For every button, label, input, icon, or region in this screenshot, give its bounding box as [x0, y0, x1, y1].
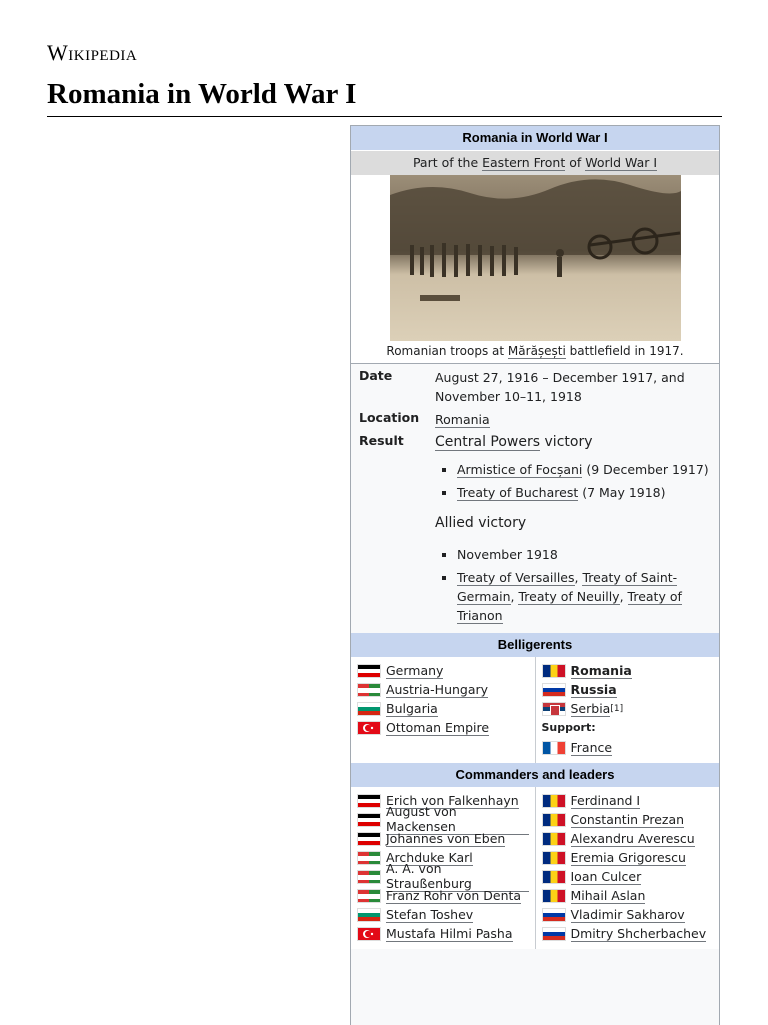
caption-prefix: Romanian troops at [386, 344, 508, 358]
list-item [542, 738, 714, 757]
romania-link[interactable]: Romania [570, 662, 632, 678]
separator: , [574, 570, 583, 585]
battlefield-photo[interactable] [390, 175, 681, 341]
belligerents-header: Belligerents [351, 633, 719, 657]
commanders-header: Commanders and leaders [351, 763, 719, 787]
commander-link[interactable]: Mihail Aslan [570, 887, 646, 903]
commander-link[interactable]: Constantin Prezan [570, 811, 685, 827]
austria-hungary-flag-icon [357, 683, 381, 697]
location-label: Location [359, 410, 420, 425]
page-title: Romania in World War I [47, 78, 357, 110]
commanders-central [351, 787, 536, 949]
list-item [357, 886, 529, 905]
treaty-bucharest-link[interactable]: Treaty of Bucharest [457, 485, 579, 500]
list-item [357, 829, 529, 848]
part-of-prefix: Part of the [412, 155, 483, 170]
date-label: Date [359, 368, 393, 383]
commander-link[interactable]: Mustafa Hilmi Pasha [386, 925, 513, 941]
commander-link[interactable]: Stefan Toshev [386, 906, 474, 922]
list-item [542, 905, 714, 924]
commander-link[interactable]: Erich von Falkenhayn [386, 792, 519, 808]
photo-caption [351, 341, 719, 363]
title-divider [47, 116, 722, 117]
serbia-flag-icon [542, 702, 566, 716]
france-link[interactable]: France [570, 739, 613, 755]
part-of-mid: of [565, 155, 586, 170]
romania-flag-icon [542, 813, 566, 827]
list-item [357, 718, 529, 737]
germany-flag-icon [357, 813, 381, 827]
commander-link[interactable]: Eremia Grigorescu [570, 849, 686, 865]
romania-flag-icon [542, 832, 566, 846]
list-item [357, 861, 529, 891]
ottoman-flag-icon [357, 721, 381, 735]
date-value: August 27, 1916 – December 1917, and November 10–11, 1918 [435, 370, 685, 404]
treaty-versailles-link[interactable]: Treaty of Versailles [457, 570, 575, 585]
commanders-allied [536, 787, 720, 949]
list-item [457, 568, 711, 625]
infobox-image-section [351, 175, 719, 363]
serbia-link[interactable]: Serbia [570, 700, 611, 716]
bulgaria-flag-icon [357, 702, 381, 716]
location-link[interactable]: Romania [435, 412, 490, 427]
infobox-part-of [351, 150, 719, 175]
commander-link[interactable]: Vladimir Sakharov [570, 906, 685, 922]
romania-flag-icon [542, 664, 566, 678]
support-label: Support: [541, 721, 596, 734]
list-item [542, 924, 714, 943]
list-item [542, 791, 714, 810]
list-item [542, 829, 714, 848]
central-powers-link[interactable]: Central Powers [435, 434, 541, 450]
result-row [351, 433, 719, 629]
battlefield-photo-drawing [390, 175, 681, 341]
list-item [357, 661, 529, 680]
austria-hungary-link[interactable]: Austria-Hungary [386, 681, 489, 697]
list-item [542, 810, 714, 829]
russia-flag-icon [542, 683, 566, 697]
russia-link[interactable]: Russia [570, 681, 617, 697]
date-row [351, 364, 719, 406]
list-item [357, 924, 529, 943]
germany-flag-icon [357, 832, 381, 846]
list-item [357, 804, 529, 834]
list-item [542, 699, 714, 718]
list-item [542, 848, 714, 867]
belligerents-central [351, 657, 536, 763]
list-item [457, 460, 711, 479]
russia-flag-icon [542, 927, 566, 941]
list-item [357, 699, 529, 718]
list-item: ▪ November 1918 [457, 545, 711, 564]
commander-link[interactable]: August von Mackensen [386, 804, 529, 835]
list-item-date: (7 May 1918) [578, 485, 666, 500]
wikipedia-logo[interactable]: Wikipedia [47, 40, 138, 65]
austria-hungary-flag-icon [357, 851, 381, 865]
list-item [357, 680, 529, 699]
austria-hungary-flag-icon [357, 889, 381, 903]
russia-flag-icon [542, 908, 566, 922]
treaty-trianon-link[interactable]: Treaty of Trianon [457, 589, 682, 623]
list-item [542, 886, 714, 905]
caption-suffix: battlefield in 1917. [565, 344, 684, 358]
commander-link[interactable]: Ferdinand I [570, 792, 641, 808]
armistice-focsani-link[interactable]: Armistice of Focșani [457, 462, 583, 477]
result-1-list [435, 460, 711, 502]
romania-flag-icon [542, 889, 566, 903]
france-flag-icon [542, 741, 566, 755]
infobox-title: Romania in World War I [351, 126, 719, 150]
germany-flag-icon [357, 664, 381, 678]
list-item [542, 661, 714, 680]
infobox [350, 125, 720, 1025]
result-label: Result [359, 433, 404, 448]
commander-link[interactable]: Ioan Culcer [570, 868, 642, 884]
commander-link[interactable]: Alexandru Averescu [570, 830, 695, 846]
commander-link[interactable]: Johannes von Eben [386, 830, 506, 846]
result-1-suffix: victory [540, 434, 593, 450]
treaty-neuilly-link[interactable]: Treaty of Neuilly [518, 589, 620, 604]
bulgaria-link[interactable]: Bulgaria [386, 700, 438, 716]
serbia-reference[interactable]: [1] [610, 703, 624, 714]
treaty-saint-germain-link[interactable]: Treaty of Saint-Germain [457, 570, 678, 604]
romania-flag-icon [542, 851, 566, 865]
belligerents-section [351, 657, 719, 763]
commander-link[interactable]: Dmitry Shcherbachev [570, 925, 707, 941]
eastern-front-link[interactable]: Eastern Front [482, 155, 566, 170]
marasesti-link[interactable]: Mărășești [507, 344, 566, 358]
commander-link[interactable]: Archduke Karl [386, 849, 473, 865]
separator: , [619, 589, 628, 604]
result-2: Allied victory [435, 515, 527, 531]
list-item-date: (9 December 1917) [582, 462, 709, 477]
location-row [351, 410, 719, 429]
commanders-section [351, 787, 719, 949]
commander-link[interactable]: A. A. von Straußenburg [386, 861, 529, 892]
separator: , [510, 589, 519, 604]
ottoman-empire-link[interactable]: Ottoman Empire [386, 719, 490, 735]
romania-flag-icon [542, 794, 566, 808]
ottoman-flag-icon [357, 927, 381, 941]
germany-link[interactable]: Germany [386, 662, 444, 678]
list-item [457, 483, 711, 502]
germany-flag-icon [357, 794, 381, 808]
bulgaria-flag-icon [357, 908, 381, 922]
austria-hungary-flag-icon [357, 870, 381, 884]
result-2-list [435, 545, 711, 625]
belligerents-allied [536, 657, 720, 763]
world-war-i-link[interactable]: World War I [585, 155, 658, 170]
commander-link[interactable]: Franz Rohr von Denta [386, 887, 522, 903]
romania-flag-icon [542, 870, 566, 884]
list-item [357, 905, 529, 924]
list-item [542, 680, 714, 699]
list-item [542, 867, 714, 886]
